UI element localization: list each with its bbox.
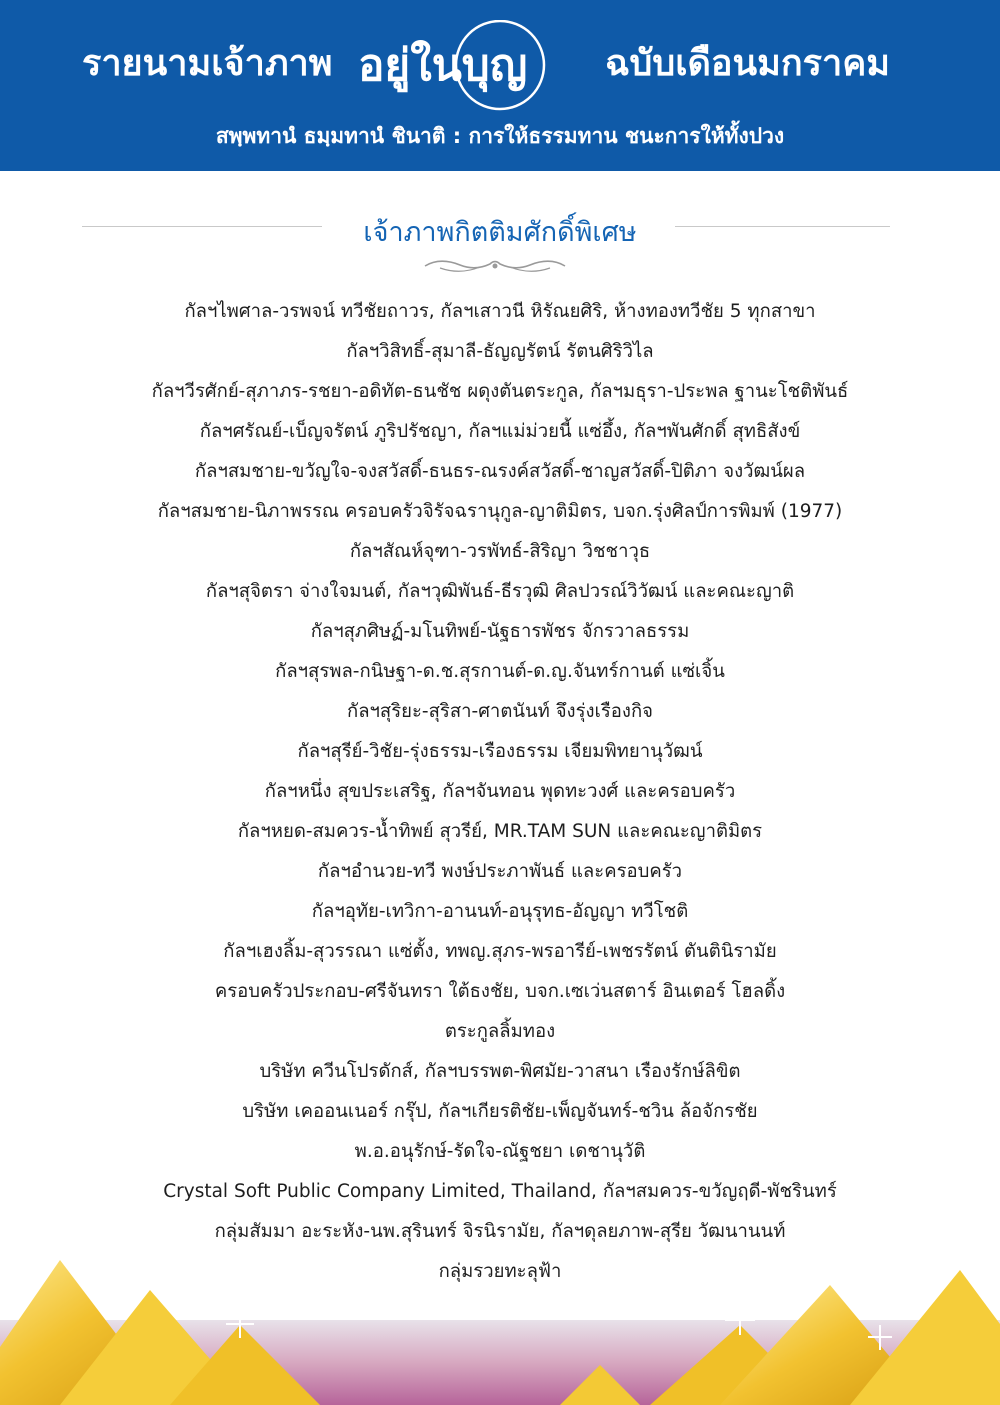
logo-text: อยู่ในบุญ — [358, 40, 528, 91]
donor-line: กัลฯสัณห์จุฑา-วรพัทธ์-สิริญา วิชชาวุธ — [349, 541, 651, 562]
donor-line: กัลฯหยด-สมควร-น้ำทิพย์ สุวรีย์, MR.TAM SUN และคณะญาติมิตร — [237, 821, 763, 842]
donor-line: พ.อ.อนุรักษ์-รัดใจ-ณัฐชยา เดชานุวัติ — [354, 1141, 646, 1162]
donor-line: กลุ่มสัมมา อะระหัง-นพ.สุรินทร์ จิรนิรามัย, กัลฯดุลยภาพ-สุรีย วัฒนานนท์ — [214, 1221, 786, 1242]
donor-line: กัลฯเฮงลิ้ม-สุวรรณา แซ่ตั้ง, ทพญ.สุภร-พรอารีย์-เพชรรัตน์ ตันตินิรามัย — [223, 941, 777, 962]
donor-line: กัลฯไพศาล-วรพจน์ ทวีชัยถาวร, กัลฯเสาวนี หิรัณยศิริ, ห้างทองทวีชัย 5 ทุกสาขา — [184, 301, 816, 322]
donor-line: กัลฯอำนวย-ทวี พงษ์ประภาพันธ์ และครอบครัว — [317, 861, 683, 882]
donor-line: กัลฯศรัณย์-เบ็ญจรัตน์ ภูริปรัชญา, กัลฯแม่ม่วยนี้ แซ่อึ้ง, กัลฯพันศักดิ์ สุทธิสังข์ — [199, 421, 801, 442]
donor-line: กัลฯวิสิทธิ์-สุมาลี-ธัญญรัตน์ รัตนศิริวิไล — [346, 341, 654, 362]
section-heading — [0, 205, 1000, 275]
golden-pyramids-icon — [0, 1230, 1000, 1405]
donor-line: กัลฯวีรศักย์-สุภาภร-รชยา-อดิทัต-ธนชัช ผดุงตันตระกูล, กัลฯมธุรา-ประพล ฐานะโชติพันธ์ — [151, 381, 849, 402]
header-banner — [0, 0, 1000, 171]
ayunaiboon-logo-icon — [350, 20, 605, 120]
donor-line: บริษัท ควีนโปรดักส์, กัลฯบรรพต-พิศมัย-วาสนา เรืองรักษ์ลิขิต — [259, 1061, 741, 1082]
header-subtitle: สพฺพทานํ ธมฺมทานํ ชินาติ : การให้ธรรมทาน ชนะการให้ทั้งปวง — [215, 124, 785, 148]
donor-line: กัลฯสุรพล-กนิษฐา-ด.ช.สุรกานต์-ด.ญ.จันทร์กานต์ แซ่เจิ้น — [275, 661, 725, 682]
donor-line: บริษัท เคออนเนอร์ กรุ๊ป, กัลฯเกียรติชัย-เพ็ญจันทร์-ชวิน ล้อจักรชัย — [242, 1101, 758, 1122]
donor-line: ตระกูลลิ้มทอง — [444, 1021, 556, 1042]
donor-line: กัลฯสุจิตรา จ่างใจมนต์, กัลฯวุฒิพันธ์-ธีรวุฒิ ศิลปวรณ์วิวัฒน์ และคณะญาติ — [205, 581, 795, 602]
section-title: เจ้าภาพกิตติมศักดิ์พิเศษ — [363, 217, 637, 248]
header-title-left: รายนามเจ้าภาพ — [82, 43, 333, 84]
donor-line: กัลฯสุรีย์-วิชัย-รุ่งธรรม-เรืองธรรม เจียมพิทยานุวัฒน์ — [297, 741, 703, 762]
header-title-right: ฉบับเดือนมกราคม — [605, 43, 891, 84]
donor-list — [0, 292, 1000, 1292]
donor-line: Crystal Soft Public Company Limited, Thailand, กัลฯสมควร-ขวัญฤดี-พัชรินทร์ — [163, 1181, 837, 1202]
donor-line: กัลฯอุทัย-เทวิกา-อานนท์-อนุรุทธ-อัญญา ทวีโชติ — [311, 901, 689, 922]
donor-line: กัลฯหนึ่ง สุขประเสริฐ, กัลฯจันทอน พุดทะวงศ์ และครอบครัว — [264, 781, 736, 802]
donor-line: กัลฯสมชาย-ขวัญใจ-จงสวัสดิ์-ธนธร-ณรงค์สวัสดิ์-ชาญสวัสดิ์-ปิติภา จงวัฒน์ผล — [194, 461, 806, 482]
donor-line: กัลฯสมชาย-นิภาพรรณ ครอบครัวจิรัจฉรานุกูล-ญาติมิตร, บจก.รุ่งศิลป์การพิมพ์ (1977) — [157, 501, 843, 522]
ornament-divider-icon — [420, 255, 570, 277]
donor-line: กลุ่มรวยทะลุฟ้า — [438, 1261, 562, 1282]
donor-line: กัลฯสุริยะ-สุริสา-ศาตนันท์ จึงรุ่งเรืองกิจ — [347, 701, 653, 722]
donor-line: ครอบครัวประกอบ-ศรีจันทรา ใต้ธงชัย, บจก.เซเว่นสตาร์ อินเตอร์ โฮลดิ้ง — [214, 981, 786, 1002]
donor-line: กัลฯสุภศิษฏ์-มโนทิพย์-นัฐธารพัชร จักรวาลธรรม — [310, 621, 690, 642]
